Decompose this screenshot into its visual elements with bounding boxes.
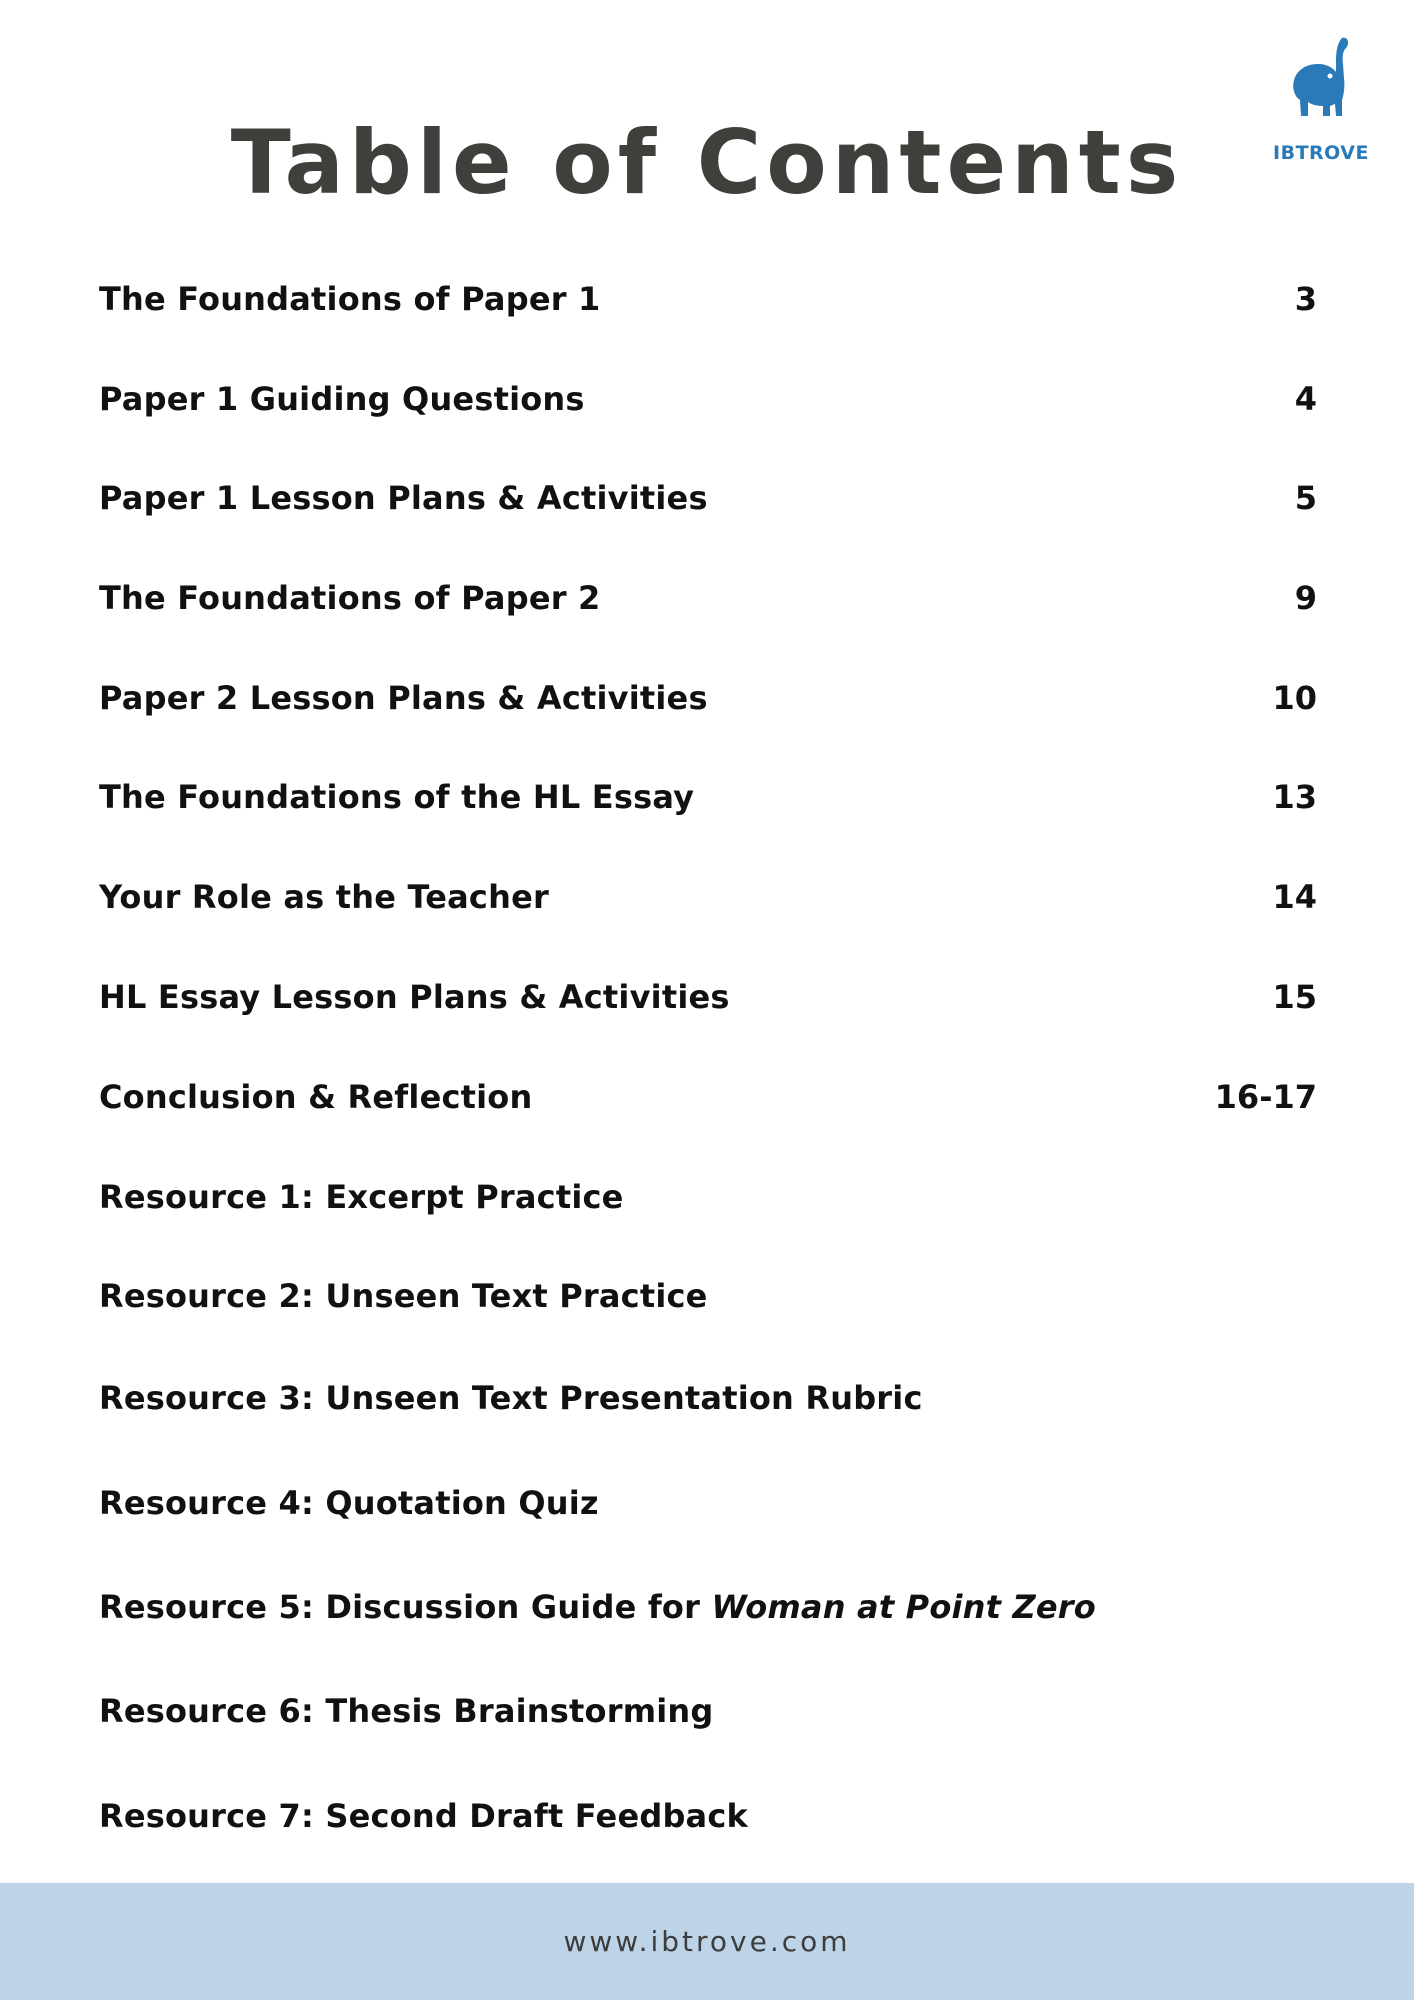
- toc-item-label: Conclusion & Reflection: [99, 1078, 533, 1116]
- toc-item-label: HL Essay Lesson Plans & Activities: [99, 978, 730, 1016]
- toc-item[interactable]: [99, 772, 1317, 822]
- footer-band: [0, 1883, 1414, 2000]
- toc-item[interactable]: [99, 1271, 1317, 1321]
- toc-item-page: 13: [1272, 778, 1317, 816]
- toc-item-label: Resource 2: Unseen Text Practice: [99, 1277, 708, 1315]
- toc-item-label: Resource 1: Excerpt Practice: [99, 1178, 624, 1216]
- toc-item[interactable]: [99, 872, 1317, 922]
- toc-item-page: 3: [1294, 280, 1317, 318]
- toc-item-label: Resource 7: Second Draft Feedback: [99, 1797, 749, 1835]
- toc-item-label: The Foundations of the HL Essay: [99, 778, 695, 816]
- toc-item-label: Resource 4: Quotation Quiz: [99, 1484, 599, 1522]
- toc-item[interactable]: [99, 1478, 1317, 1528]
- toc-item-page: 9: [1294, 579, 1317, 617]
- toc-item[interactable]: [99, 1686, 1317, 1736]
- toc-item-label: Resource 6: Thesis Brainstorming: [99, 1692, 714, 1730]
- toc-item-label: The Foundations of Paper 2: [99, 579, 601, 617]
- toc-item[interactable]: [99, 374, 1317, 424]
- toc-item-label: [99, 1588, 1096, 1626]
- page-title: Table of Contents: [230, 111, 1184, 214]
- toc-item[interactable]: [99, 1072, 1317, 1122]
- toc-item-page: 15: [1272, 978, 1317, 1016]
- toc-item[interactable]: [99, 1791, 1317, 1841]
- toc-item-page: 16-17: [1214, 1078, 1317, 1116]
- book-title: Woman at Point Zero: [711, 1588, 1096, 1626]
- toc-item-label-text: Resource 5: Discussion Guide for: [99, 1588, 712, 1626]
- footer-url[interactable]: www.ibtrove.com: [563, 1925, 851, 1958]
- toc-item-page: 10: [1272, 679, 1317, 717]
- logo-text: IBTROVE: [1273, 142, 1369, 164]
- toc-item-label: Resource 3: Unseen Text Presentation Rubric: [99, 1379, 923, 1417]
- toc-item[interactable]: [99, 473, 1317, 523]
- toc-item[interactable]: [99, 673, 1317, 723]
- toc-item-page: 14: [1272, 878, 1317, 916]
- toc-item[interactable]: [99, 1373, 1317, 1423]
- toc-item[interactable]: [99, 972, 1317, 1022]
- ibtrove-logo: [1268, 34, 1374, 168]
- toc-item[interactable]: [99, 573, 1317, 623]
- elephant-icon: [1290, 34, 1354, 144]
- toc-item[interactable]: [99, 1172, 1317, 1222]
- toc-item-page: 4: [1294, 380, 1317, 418]
- toc-item-label: The Foundations of Paper 1: [99, 280, 601, 318]
- toc-item-page: 5: [1294, 479, 1317, 517]
- toc-item-label: Paper 2 Lesson Plans & Activities: [99, 679, 708, 717]
- toc-item-label: Paper 1 Guiding Questions: [99, 380, 585, 418]
- toc-item-label: Paper 1 Lesson Plans & Activities: [99, 479, 708, 517]
- toc-item[interactable]: [99, 1582, 1317, 1632]
- toc-item-label: Your Role as the Teacher: [99, 878, 549, 916]
- toc-item[interactable]: [99, 274, 1317, 324]
